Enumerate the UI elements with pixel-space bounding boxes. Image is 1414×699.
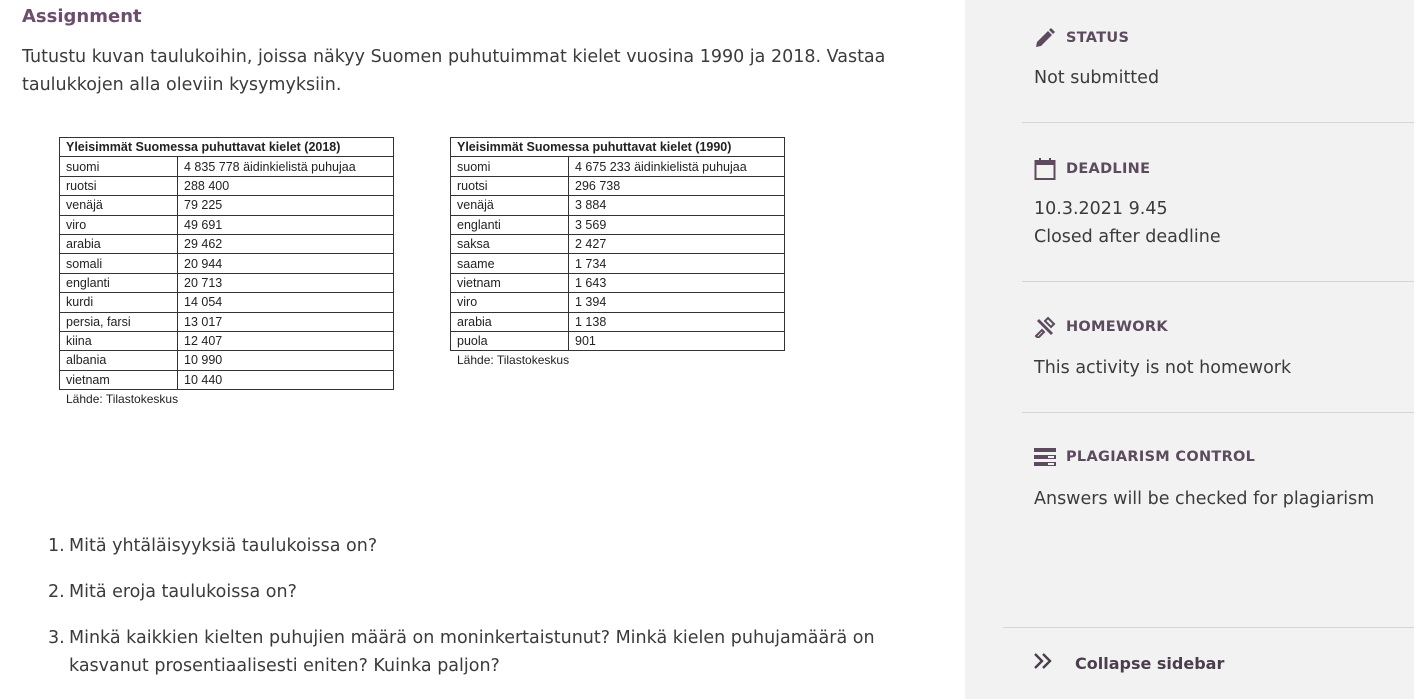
speakers-cell: 49 691 — [178, 215, 394, 234]
homework-label: HOMEWORK — [1066, 319, 1168, 335]
collapse-bar — [1003, 627, 1414, 699]
speakers-cell: 10 440 — [178, 370, 394, 389]
table-row — [451, 215, 785, 234]
deadline-label: DEADLINE — [1066, 161, 1151, 177]
language-cell: arabia — [60, 234, 178, 253]
collapse-sidebar-label: Collapse sidebar — [1075, 653, 1225, 673]
language-cell: venäjä — [60, 196, 178, 215]
assignment-intro: Tutustu kuvan taulukoihin, joissa näkyy Suomen puhutuimmat kielet vuosina 1990 ja 2018. Vastaa taulukkojen alla oleviin kysymyksiin. — [22, 47, 886, 95]
speakers-cell: 20 713 — [178, 273, 394, 292]
languages-table-1990 — [450, 137, 785, 351]
speakers-cell: 13 017 — [178, 312, 394, 331]
language-cell: ruotsi — [60, 176, 178, 195]
language-cell: englanti — [451, 215, 569, 234]
speakers-cell: 3 569 — [569, 215, 785, 234]
question-text: Mitä yhtäläisyyksiä taulukoissa on? — [69, 536, 378, 556]
double-chevron-right-icon — [1033, 652, 1053, 674]
table-row — [60, 293, 394, 312]
speakers-cell: 4 675 233 äidinkielistä puhujaa — [569, 157, 785, 176]
deadline-date: 10.3.2021 9.45 — [1034, 199, 1168, 219]
plagiarism-value: Answers will be checked for plagiarism — [1034, 489, 1375, 509]
deadline-header — [1034, 157, 1150, 181]
status-value: Not submitted — [1034, 68, 1160, 88]
speakers-cell: 1 394 — [569, 293, 785, 312]
question-item — [48, 532, 928, 560]
language-cell: saame — [451, 254, 569, 273]
tools-icon — [1034, 316, 1056, 338]
question-number: 1. — [48, 536, 65, 556]
status-label: STATUS — [1066, 30, 1130, 46]
speakers-cell: 296 738 — [569, 176, 785, 195]
table-row — [60, 312, 394, 331]
deadline-section — [1022, 123, 1414, 282]
plagiarism-section — [1022, 413, 1414, 627]
table-row — [60, 157, 394, 176]
homework-section — [1022, 282, 1414, 413]
pencil-icon — [1034, 27, 1056, 49]
layers-icon — [1034, 447, 1056, 467]
language-cell: viro — [451, 293, 569, 312]
homework-header — [1034, 316, 1168, 338]
speakers-cell: 4 835 778 äidinkielistä puhujaa — [178, 157, 394, 176]
table-1990 — [450, 137, 785, 367]
language-cell: englanti — [60, 273, 178, 292]
languages-table-2018 — [59, 137, 394, 390]
table-row — [451, 176, 785, 195]
table-row — [60, 370, 394, 389]
status-section — [1022, 0, 1414, 123]
language-cell: somali — [60, 254, 178, 273]
status-header — [1034, 27, 1129, 49]
table-row — [451, 157, 785, 176]
table-row — [451, 234, 785, 253]
table-source: Lähde: Tilastokeskus — [66, 392, 179, 407]
deadline-note: Closed after deadline — [1034, 227, 1221, 247]
speakers-cell: 20 944 — [178, 254, 394, 273]
calendar-icon — [1034, 157, 1056, 181]
speakers-cell: 2 427 — [569, 234, 785, 253]
question-text: Minkä kaikkien kielten puhujien määrä on moninkertaistunut? Minkä kielen puhujamäärä on kasvanut prosentiaalisesti eniten? Kuinka paljon? — [69, 628, 875, 676]
language-cell: puola — [451, 331, 569, 350]
language-cell: suomi — [60, 157, 178, 176]
question-item — [48, 624, 928, 680]
language-cell: suomi — [451, 157, 569, 176]
table-row — [60, 273, 394, 292]
table-2018 — [59, 137, 394, 406]
table-row — [451, 254, 785, 273]
table-row — [451, 293, 785, 312]
table-header: Yleisimmät Suomessa puhuttavat kielet (2018) — [60, 138, 394, 157]
question-number: 2. — [48, 582, 65, 602]
speakers-cell: 10 990 — [178, 351, 394, 370]
speakers-cell: 288 400 — [178, 176, 394, 195]
plagiarism-label: PLAGIARISM CONTROL — [1066, 449, 1256, 465]
speakers-cell: 29 462 — [178, 234, 394, 253]
table-row — [451, 196, 785, 215]
question-number: 3. — [48, 628, 65, 648]
language-cell: arabia — [451, 312, 569, 331]
speakers-cell: 1 734 — [569, 254, 785, 273]
language-cell: viro — [60, 215, 178, 234]
language-cell: vietnam — [60, 370, 178, 389]
language-cell: persia, farsi — [60, 312, 178, 331]
speakers-cell: 79 225 — [178, 196, 394, 215]
language-cell: saksa — [451, 234, 569, 253]
assignment-title: Assignment — [22, 6, 142, 27]
language-cell: albania — [60, 351, 178, 370]
language-cell: kiina — [60, 331, 178, 350]
speakers-cell: 12 407 — [178, 331, 394, 350]
homework-value: This activity is not homework — [1034, 358, 1292, 378]
table-row — [60, 254, 394, 273]
table-row — [60, 234, 394, 253]
table-row — [60, 196, 394, 215]
table-header: Yleisimmät Suomessa puhuttavat kielet (1990) — [451, 138, 785, 157]
question-list — [48, 532, 928, 698]
speakers-cell: 14 054 — [178, 293, 394, 312]
collapse-sidebar-button[interactable] — [1033, 652, 1224, 674]
language-cell: vietnam — [451, 273, 569, 292]
table-row — [451, 331, 785, 350]
sidebar — [965, 0, 1414, 699]
speakers-cell: 1 643 — [569, 273, 785, 292]
language-cell: venäjä — [451, 196, 569, 215]
language-cell: kurdi — [60, 293, 178, 312]
table-row — [451, 273, 785, 292]
table-row — [60, 351, 394, 370]
speakers-cell: 901 — [569, 331, 785, 350]
speakers-cell: 3 884 — [569, 196, 785, 215]
question-item — [48, 578, 928, 606]
question-text: Mitä eroja taulukoissa on? — [69, 582, 297, 602]
speakers-cell: 1 138 — [569, 312, 785, 331]
table-row — [60, 176, 394, 195]
table-row — [60, 331, 394, 350]
table-row — [451, 312, 785, 331]
plagiarism-header — [1034, 447, 1255, 467]
language-cell: ruotsi — [451, 176, 569, 195]
table-row — [60, 215, 394, 234]
table-source: Lähde: Tilastokeskus — [457, 353, 570, 368]
